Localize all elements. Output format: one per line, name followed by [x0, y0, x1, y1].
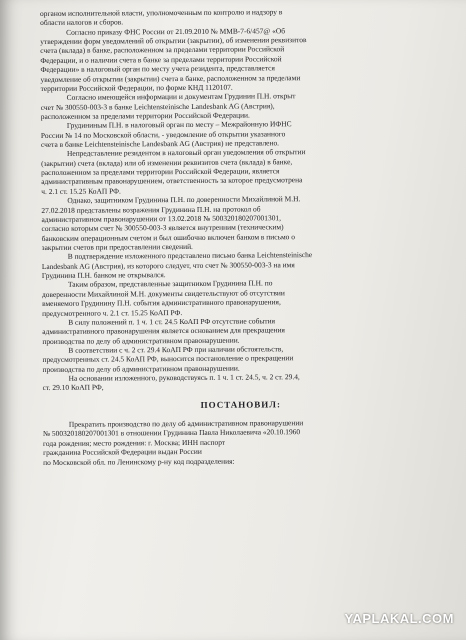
- text-line: закрытии счетов при предоставлении сведений.: [41, 241, 193, 252]
- text-line: счета (вклада) в банке, расположенном за пределами территории Российской: [40, 44, 285, 56]
- text-line: № 500320180207001301 в отношении Грудинина Павла Николаевича «20.10.1960: [42, 427, 301, 439]
- text-line: предусмотренных ст. 24.5 КоАП РФ, выносится постановление о прекращении: [42, 353, 294, 365]
- text-line: (закрытии) счета (вклада) или об изменении реквизитов счета (вклада) в банке,: [41, 156, 293, 168]
- decision-heading: ПОСТАНОВИЛ:: [200, 399, 281, 410]
- text-line: согласно которым счет № 300550-003-3 является внутренним (техническим): [41, 222, 284, 234]
- text-line: ст. 29.10 КоАП РФ,: [42, 382, 104, 393]
- text-line: 27.02.2018 представлены возражения Грудинина П.Н. на протокол об: [41, 204, 261, 215]
- text-line: органом исполнительной власти, уполномоченным по контролю и надзору в: [40, 7, 283, 18]
- text-line: банковским операционным счетом и был ошибочно включен банком в письмо о: [41, 231, 295, 243]
- text-line: административным правонарушением, ответственность за которое предусмотрена: [41, 175, 303, 187]
- text-line: Однако, защитником Грудинина П.Н. по доверенности Михайлиной М.Н.: [67, 194, 301, 206]
- text-line: года рождения; место рождения: г. Москва; ИНН паспорт: [43, 437, 226, 448]
- document-body: [40, 6, 439, 467]
- text-line: административном правонарушении от 13.02.2018 № 500320180207001301,: [41, 213, 282, 224]
- text-line: На основании изложенного, руководствуясь п. 1 ч. 1 ст. 24.5, ч. 2 ст. 29.4,: [68, 372, 300, 383]
- watermark-logo: YAPLAKAL.COM: [344, 611, 454, 626]
- text-line: В силу положений п. 1 ч. 1 ст. 24.5 КоАП РФ отсутствие события: [68, 316, 276, 327]
- text-line: территории Российской Федерации, по форме КНД 1120107.: [40, 82, 233, 93]
- text-line: доверенности Михайлиной М.Н. документы свидетельствуют об отсутствии: [41, 288, 285, 299]
- text-line: утверждении форм уведомлений об открытии (закрытии), об изменении реквизитов: [40, 35, 307, 47]
- text-line: расположенном за пределами территории Российской Федерации, является: [41, 166, 280, 178]
- text-line: Грудининым П.Н. в налоговый орган по месту – Межрайонную ИФНС: [66, 119, 292, 131]
- text-line: Федерации, и о наличии счета в банке за пределами территории Российской: [40, 54, 282, 65]
- text-line: уведомление об открытии (закрытии) счета в банке, расположенном за пределами: [40, 72, 301, 84]
- text-line: административного правонарушения является основанием для прекращения: [42, 325, 285, 337]
- text-line: Непредставление резидентом в налоговый орган уведомления об открытии: [66, 147, 306, 159]
- text-line: Согласно приказу ФНС России от 21.09.2010 № ММВ-7-6/457@ «Об: [66, 26, 286, 37]
- body-text: [40, 6, 439, 392]
- text-line: области налогов и сборов.: [40, 17, 124, 28]
- text-line: расположенном за пределами территории Российской Федерации.: [40, 110, 250, 121]
- text-line: России № 14 по Московской области, - уведомление об открытии указанного: [40, 128, 286, 140]
- text-line: В соответствии с ч. 2 ст. 29.4 КоАП РФ при наличии обстоятельств,: [68, 344, 284, 355]
- text-line: Федерации» в налоговый орган по месту учета резидента, представляется: [40, 63, 275, 75]
- text-line: ч. 2.1 ст. 15.25 КоАП РФ.: [41, 186, 121, 196]
- text-line: гражданина Российской Федерации выдан России: [43, 447, 202, 458]
- text-line: В подтверждение изложенного представлено письмо банка Leichtensteinische: [67, 250, 313, 262]
- text-line: счет № 300550-003-3 в банке Leichtensteinische Landesbank AG (Австрия),: [40, 100, 275, 112]
- text-line: Таким образом, представленные защитником Грудинина П.Н. по: [67, 278, 273, 290]
- text-line: производства по делу об административном правонарушении.: [42, 363, 240, 374]
- resolution-text: [43, 417, 439, 467]
- text-line: Прекратить производство по делу об административном правонарушении: [68, 418, 304, 429]
- text-line: вменяемого Грудинину П.Н. события административного правонарушения,: [42, 297, 281, 309]
- text-line: по Московской обл. по Ленинскому р-ну код подразделения:: [43, 456, 235, 467]
- text-line: Согласно имеющейся информации и документам Грудинин П.Н. открыт: [66, 91, 296, 103]
- text-line: Landesbank AG (Австрия), из которого следует, что счет № 300550-003-3 на имя: [41, 259, 295, 271]
- text-line: Грудинина П.Н. банком не открывался.: [41, 270, 166, 281]
- text-line: счета в банке Leichtensteinische Landesbank AG (Австрия) не представлено.: [40, 138, 280, 150]
- text-line: предусмотренного ч. 2.1 ст. 15.25 КоАП РФ.: [42, 307, 183, 318]
- text-line: производства по делу об административном правонарушении.: [42, 335, 240, 346]
